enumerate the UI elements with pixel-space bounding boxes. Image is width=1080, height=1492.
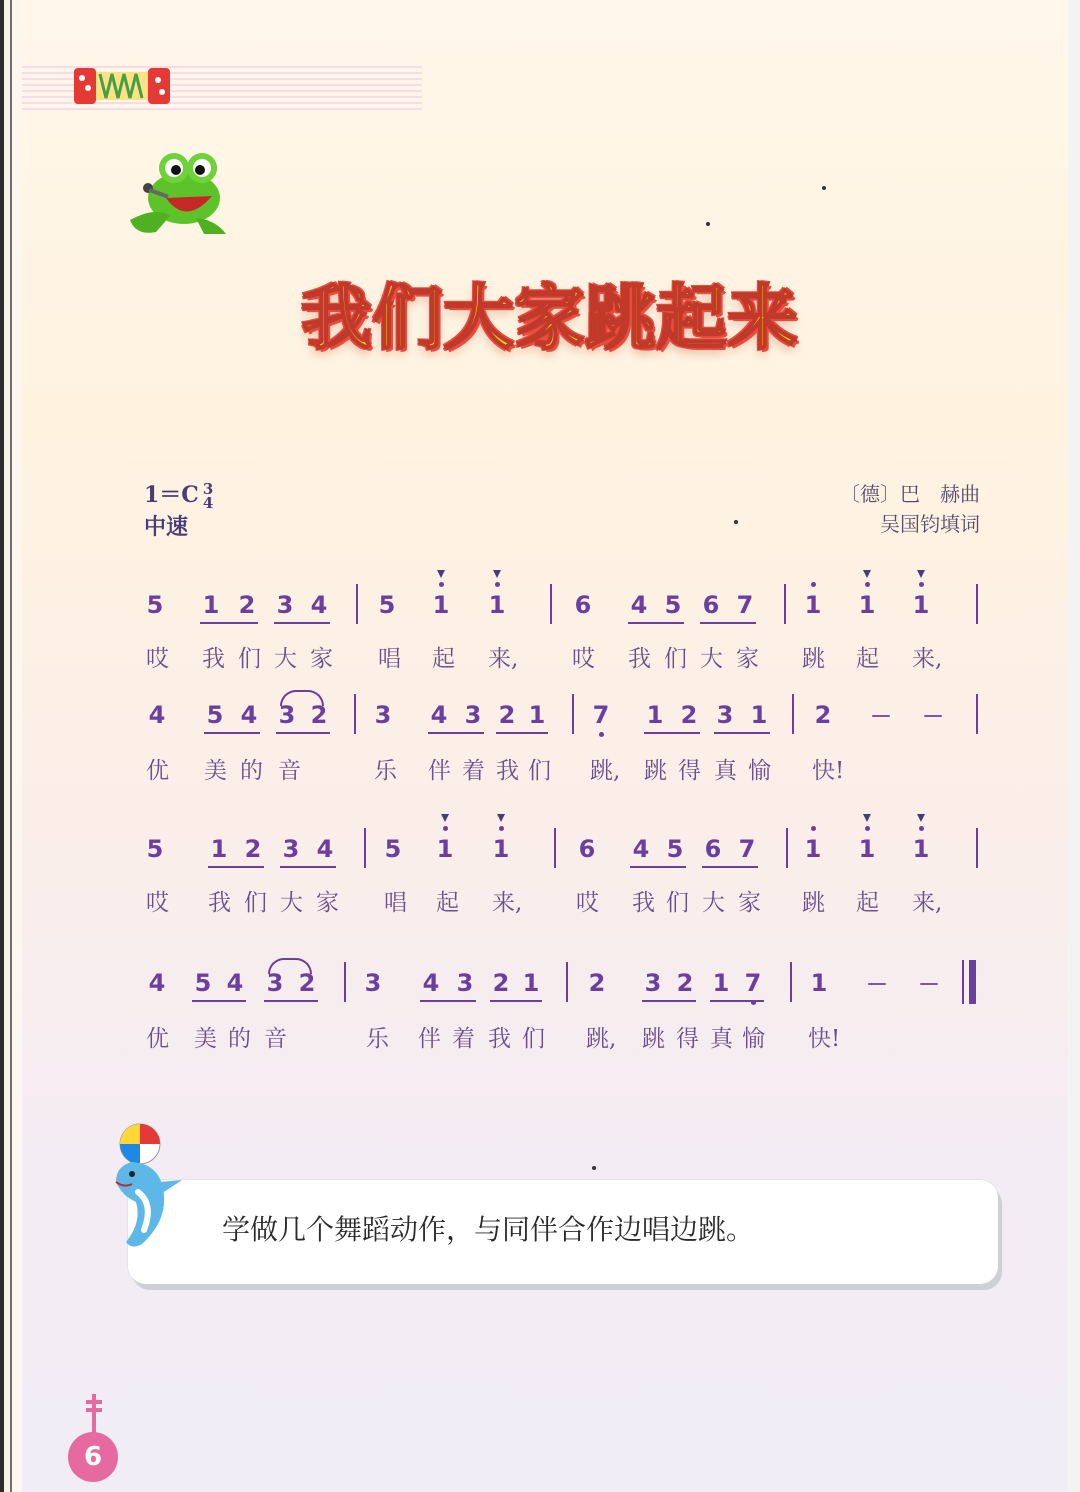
lyric: 快! xyxy=(808,1026,841,1052)
note: 1 xyxy=(802,834,824,864)
lyric: 来, xyxy=(488,646,519,672)
song-title: 我们大家跳起来 xyxy=(301,277,799,359)
lyric: 们 xyxy=(664,646,687,672)
lyric: 大 xyxy=(280,890,303,916)
hold-dash: － xyxy=(922,705,945,730)
lyric: 家 xyxy=(310,646,333,672)
note: 7 xyxy=(742,968,764,998)
note: 4 xyxy=(310,591,328,619)
lyric: 美 xyxy=(204,758,227,784)
note: 4 xyxy=(316,835,334,863)
lyric: 我 xyxy=(496,758,519,784)
note: 5 xyxy=(206,701,224,729)
lyric: 唱 xyxy=(384,890,407,916)
frog-singing-icon xyxy=(126,150,236,240)
barline xyxy=(354,694,356,734)
lyric: 得 xyxy=(676,1026,699,1052)
lyric: 家 xyxy=(736,646,759,672)
lyric: 大 xyxy=(274,646,297,672)
note: 7 xyxy=(738,835,756,863)
note: 3 xyxy=(364,969,382,997)
accordion-icon xyxy=(72,60,172,112)
note: 1 xyxy=(856,834,878,864)
note: 3 xyxy=(644,969,662,997)
note: 6 xyxy=(704,835,722,863)
note: 5 xyxy=(378,591,396,619)
lyric: 愉 xyxy=(742,1026,765,1052)
note: 1 xyxy=(486,590,508,620)
note: 2 xyxy=(244,835,262,863)
lyric: 们 xyxy=(244,890,267,916)
note: 4 xyxy=(422,969,440,997)
note: 2 xyxy=(498,701,516,729)
lyric: 着 xyxy=(462,758,485,784)
note: 6 xyxy=(578,835,596,863)
note: 4 xyxy=(148,969,166,997)
underline xyxy=(628,622,684,624)
lyric: 乐 xyxy=(366,1026,389,1052)
note: 3 xyxy=(456,969,474,997)
lyric: 们 xyxy=(238,646,261,672)
hold-dash: － xyxy=(918,973,941,998)
lyric: 得 xyxy=(678,758,701,784)
final-barline-thick xyxy=(969,960,976,1004)
lyric: 家 xyxy=(738,890,761,916)
lyric: 跳 xyxy=(642,1026,665,1052)
note: 2 xyxy=(298,969,316,997)
lyric: 跳 xyxy=(644,758,667,784)
note: 5 xyxy=(194,969,212,997)
note: 4 xyxy=(430,701,448,729)
lyric: 大 xyxy=(702,890,725,916)
note: 6 xyxy=(702,591,720,619)
lyric: 愉 xyxy=(748,758,771,784)
slur xyxy=(268,958,312,974)
note: 2 xyxy=(310,701,328,729)
barline xyxy=(356,584,358,624)
barline xyxy=(786,828,788,868)
lyric: 我 xyxy=(488,1026,511,1052)
lyric: 真 xyxy=(710,1026,733,1052)
lyric: 起 xyxy=(856,890,879,916)
lyric: 们 xyxy=(522,1026,545,1052)
note: 4 xyxy=(630,591,648,619)
note: 1 xyxy=(490,834,512,864)
lyric: 家 xyxy=(316,890,339,916)
note: 6 xyxy=(574,591,592,619)
dolphin-icon xyxy=(102,1152,192,1252)
lyric: 优 xyxy=(146,1026,169,1052)
underline xyxy=(630,866,686,868)
barline xyxy=(790,962,792,1002)
lyric: 我 xyxy=(628,646,651,672)
underline xyxy=(208,866,264,868)
underline xyxy=(700,622,756,624)
note: 1 xyxy=(202,591,220,619)
note: 5 xyxy=(664,591,682,619)
lyric: 哎 xyxy=(576,890,599,916)
note: 3 xyxy=(464,701,482,729)
lyric: 跳 xyxy=(802,646,825,672)
lyric: 我 xyxy=(202,646,225,672)
slur xyxy=(280,690,324,706)
lyric: 哎 xyxy=(146,646,169,672)
key-label: 1＝C xyxy=(144,482,199,508)
barline xyxy=(572,694,574,734)
note: 1 xyxy=(528,701,546,729)
underline xyxy=(276,732,330,734)
note: 2 xyxy=(676,969,694,997)
note: 1 xyxy=(910,834,932,864)
lyric: 跳 xyxy=(802,890,825,916)
scan-speck xyxy=(734,520,738,524)
note: 2 xyxy=(238,591,256,619)
final-barline-thin xyxy=(962,960,964,1004)
barline xyxy=(550,584,552,624)
note: 1 xyxy=(856,590,878,620)
page-number: 6 xyxy=(68,1432,118,1482)
note: 4 xyxy=(632,835,650,863)
underline xyxy=(428,732,484,734)
lyric: 大 xyxy=(700,646,723,672)
lyricist-credit: 吴国钧填词 xyxy=(880,512,980,536)
note: 1 xyxy=(646,701,664,729)
underline xyxy=(496,732,548,734)
composer-credit: 〔德〕巴 赫曲 xyxy=(840,482,980,506)
lyric: 我 xyxy=(632,890,655,916)
lyric: 的 xyxy=(228,1026,251,1052)
lyric: 音 xyxy=(264,1026,287,1052)
scan-speck xyxy=(822,186,826,190)
note: 1 xyxy=(750,701,768,729)
underline xyxy=(642,1000,696,1002)
note: 2 xyxy=(588,969,606,997)
note: 3 xyxy=(716,701,734,729)
note: 2 xyxy=(680,701,698,729)
note: 1 xyxy=(910,590,932,620)
lyric: 来, xyxy=(912,646,943,672)
key-signature xyxy=(144,478,213,510)
barline xyxy=(344,962,346,1002)
lyric: 伴 xyxy=(428,758,451,784)
scan-edge xyxy=(1068,0,1080,1492)
lyric: 着 xyxy=(452,1026,475,1052)
note: 1 xyxy=(210,835,228,863)
lyric: 来, xyxy=(912,890,943,916)
lyric: 跳, xyxy=(590,758,621,784)
note: 1 xyxy=(522,969,540,997)
barline xyxy=(784,584,786,624)
note: 1 xyxy=(434,834,456,864)
time-top: 3 xyxy=(202,480,214,498)
lyric: 乐 xyxy=(374,758,397,784)
underline xyxy=(192,1000,246,1002)
note: 3 xyxy=(266,969,284,997)
underline xyxy=(702,866,758,868)
barline xyxy=(364,828,366,868)
note: 7 xyxy=(590,700,612,730)
lyric: 们 xyxy=(528,758,551,784)
note: 7 xyxy=(736,591,754,619)
underline xyxy=(200,622,258,624)
time-bottom: 4 xyxy=(202,494,214,512)
underline xyxy=(714,732,770,734)
note: 3 xyxy=(276,591,294,619)
underline xyxy=(490,1000,542,1002)
note: 3 xyxy=(282,835,300,863)
lyric: 哎 xyxy=(572,646,595,672)
lyric: 们 xyxy=(666,890,689,916)
lyric: 伴 xyxy=(418,1026,441,1052)
lyric: 唱 xyxy=(378,646,401,672)
underline xyxy=(274,622,330,624)
page-tab-decoration xyxy=(84,1394,104,1434)
lyric: 的 xyxy=(240,758,263,784)
note: 3 xyxy=(278,701,296,729)
note: 4 xyxy=(240,701,258,729)
tempo-marking: 中速 xyxy=(144,515,189,540)
lyric: 美 xyxy=(194,1026,217,1052)
underline xyxy=(204,732,260,734)
note: 1 xyxy=(810,969,828,997)
barline xyxy=(566,962,568,1002)
barline xyxy=(554,828,556,868)
barline xyxy=(976,584,978,624)
lyric: 我 xyxy=(208,890,231,916)
lyric: 起 xyxy=(432,646,455,672)
lyric: 跳, xyxy=(586,1026,617,1052)
underline xyxy=(644,732,700,734)
barline xyxy=(976,828,978,868)
note: 1 xyxy=(802,590,824,620)
lyric: 优 xyxy=(146,758,169,784)
lyric: 哎 xyxy=(146,890,169,916)
note: 4 xyxy=(148,701,166,729)
underline xyxy=(280,866,336,868)
note: 3 xyxy=(374,701,392,729)
note: 5 xyxy=(146,591,164,619)
hold-dash: － xyxy=(866,973,889,998)
note: 5 xyxy=(146,835,164,863)
note: 2 xyxy=(814,701,832,729)
note: 1 xyxy=(430,590,452,620)
activity-instruction: 学做几个舞蹈动作，与同伴合作边唱边跳。 xyxy=(222,1213,755,1246)
lyric: 快! xyxy=(812,758,845,784)
underline xyxy=(710,1000,764,1002)
hold-dash: － xyxy=(870,705,893,730)
book-spine xyxy=(0,0,22,1492)
note: 5 xyxy=(666,835,684,863)
underline xyxy=(264,1000,318,1002)
note: 4 xyxy=(226,969,244,997)
time-signature xyxy=(203,482,213,510)
note: 2 xyxy=(492,969,510,997)
note: 1 xyxy=(712,969,730,997)
lyric: 来, xyxy=(492,890,523,916)
barline xyxy=(976,694,978,734)
lyric: 起 xyxy=(436,890,459,916)
lyric: 起 xyxy=(856,646,879,672)
lyric: 音 xyxy=(278,758,301,784)
barline xyxy=(792,694,794,734)
lyric: 真 xyxy=(714,758,737,784)
scan-speck xyxy=(592,1166,596,1170)
underline xyxy=(420,1000,476,1002)
note: 5 xyxy=(384,835,402,863)
scan-speck xyxy=(706,222,710,226)
